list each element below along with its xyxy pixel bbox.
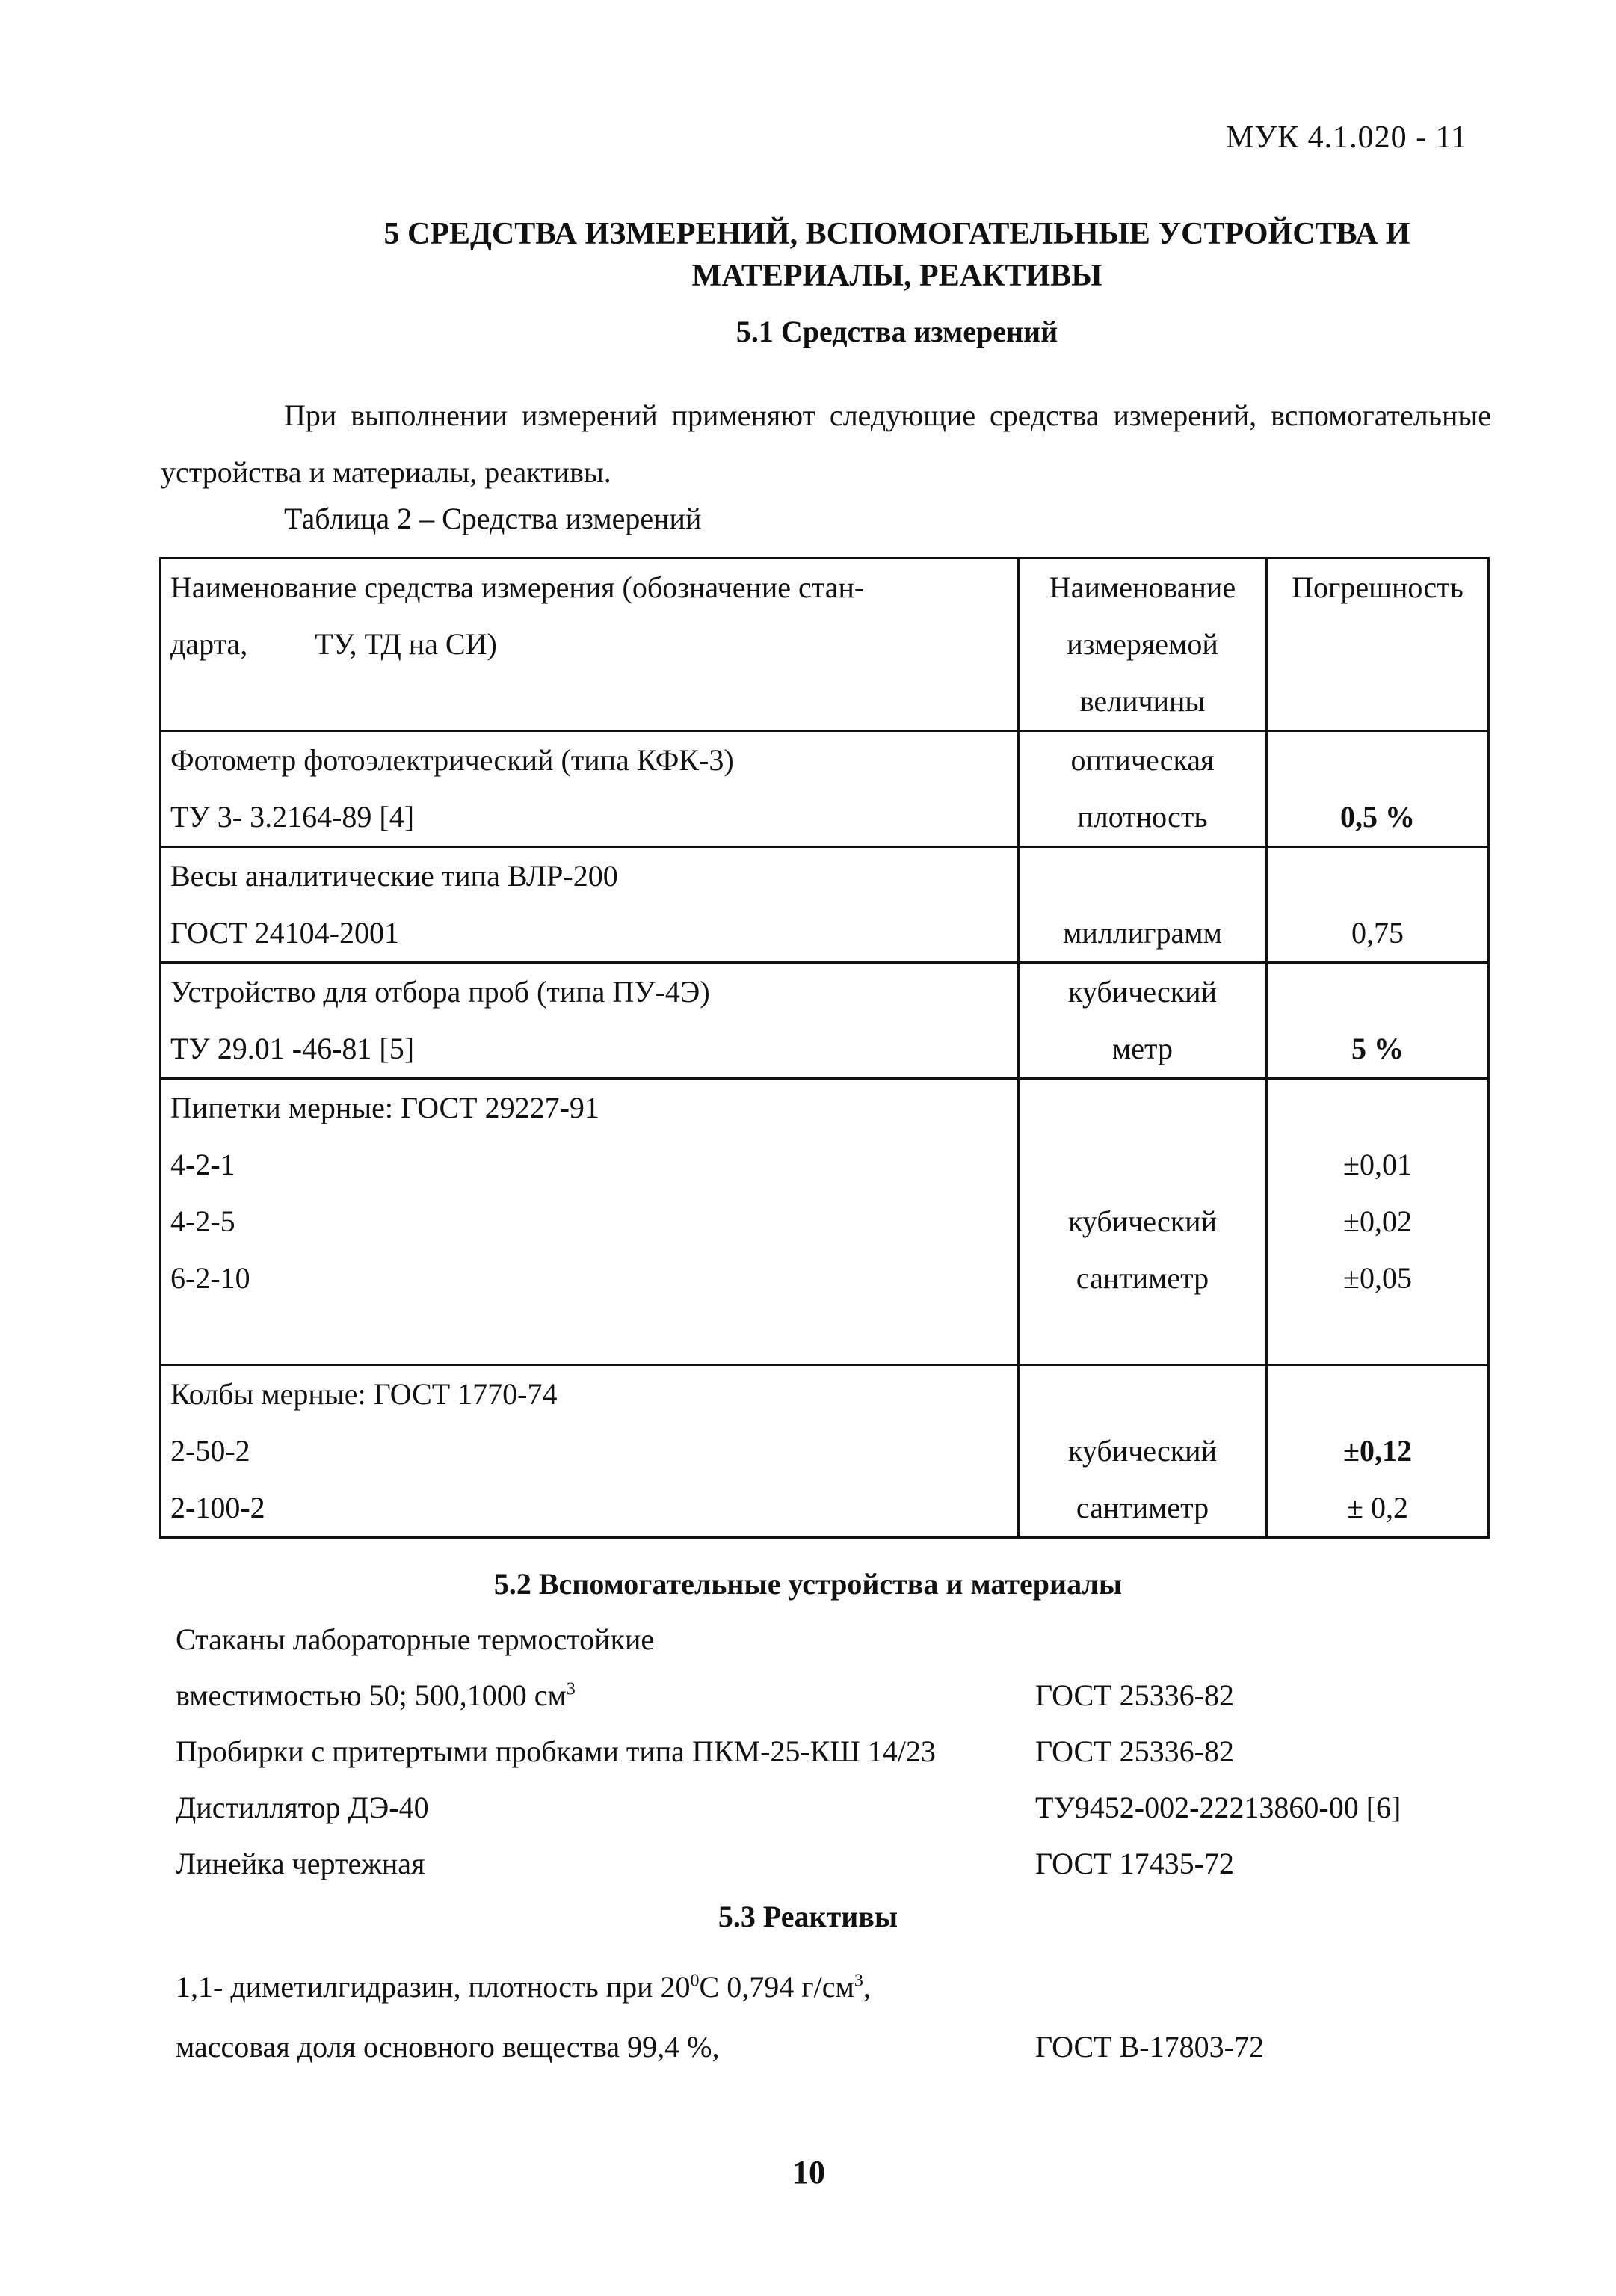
- cell-error: [1267, 1365, 1489, 1538]
- cell-text: [1277, 848, 1478, 905]
- cell-text: 4-2-1: [170, 1148, 235, 1181]
- cell-instrument: [161, 963, 1019, 1079]
- cell-error: [1267, 731, 1489, 847]
- section-title-line1: 5 СРЕДСТВА ИЗМЕРЕНИЙ, ВСПОМОГАТЕЛЬНЫЕ УСТРОЙСТВА И: [383, 217, 1410, 251]
- item-standard: ГОСТ 17435-72: [1035, 1847, 1234, 1880]
- item-standard: ГОСТ 25336-82: [1035, 1735, 1234, 1768]
- list-item: [176, 1723, 1491, 1780]
- cell-instrument: [161, 847, 1019, 963]
- cell-instrument: [161, 1365, 1019, 1538]
- reagent-line-1: [176, 1959, 1491, 2016]
- cell-spacer: [1028, 1307, 1256, 1364]
- cell-text: ±0,01: [1343, 1148, 1412, 1181]
- item-name: Линейка чертежная: [176, 1847, 425, 1880]
- cell-error: [1267, 847, 1489, 963]
- table-row: [161, 847, 1489, 963]
- header-text: Погрешность: [1292, 570, 1464, 604]
- cell-text: миллиграмм: [1063, 916, 1222, 950]
- item-name: Стаканы лабораторные термостойкие: [176, 1622, 655, 1656]
- table-caption: Таблица 2 – Средства измерений: [284, 502, 702, 535]
- cell-text: Устройство для отбора проб (типа ПУ-4Э): [170, 975, 710, 1009]
- reagent-line-2: [176, 2019, 1491, 2075]
- cell-text: плотность: [1077, 800, 1208, 834]
- reagent-text: массовая доля основного вещества 99,4 %,: [176, 2030, 720, 2063]
- degree-superscript: 0: [690, 1971, 700, 1991]
- reagent-text-part: С 0,794 г/см: [699, 1970, 854, 2004]
- cell-text: [1028, 1080, 1256, 1136]
- cell-text: 0,75: [1351, 916, 1404, 950]
- table-row: [161, 1365, 1489, 1538]
- cell-text: Весы аналитические типа ВЛР-200: [170, 859, 618, 893]
- header-error: [1267, 558, 1489, 731]
- cell-text: сантиметр: [1076, 1491, 1209, 1524]
- section-title-line2: МАТЕРИАЛЫ, РЕАКТИВЫ: [691, 259, 1102, 293]
- cell-spacer: [170, 1307, 1008, 1364]
- reagent-text-part: 1,1- диметилгидразин, плотность при 20: [176, 1970, 691, 2004]
- cell-text: [1277, 1080, 1478, 1136]
- cell-text: [1028, 1366, 1256, 1423]
- cell-quantity: [1019, 847, 1267, 963]
- cell-text: [1277, 1366, 1478, 1423]
- cell-text: ± 0,2: [1347, 1491, 1408, 1524]
- header-text: Наименование: [1049, 570, 1236, 604]
- cell-text: [1028, 1136, 1256, 1193]
- cell-error: [1267, 963, 1489, 1079]
- cell-text: ±0,05: [1343, 1261, 1412, 1295]
- measurement-table: [159, 557, 1490, 1539]
- cell-text: 5 %: [1351, 1032, 1404, 1065]
- cell-text: ТУ 29.01 -46-81 [5]: [170, 1032, 415, 1065]
- header-text: измеряемой: [1067, 627, 1218, 661]
- cell-text: ±0,02: [1343, 1204, 1412, 1238]
- cell-text: 2-50-2: [170, 1434, 250, 1468]
- cell-text: ГОСТ 24104-2001: [170, 916, 399, 950]
- cell-text: сантиметр: [1076, 1261, 1209, 1295]
- cell-text: Пипетки мерные: ГОСТ 29227-91: [170, 1091, 599, 1124]
- reagent-text: [176, 1959, 871, 2016]
- cell-text: ТУ 3- 3.2164-89 [4]: [170, 800, 415, 834]
- section-title: [224, 213, 1570, 297]
- cell-text: оптическая: [1070, 743, 1215, 777]
- cell-text: 2-100-2: [170, 1491, 265, 1524]
- header-text: дарта, ТУ, ТД на СИ): [170, 627, 497, 661]
- item-name: Пробирки с притертыми пробками типа ПКМ-25-КШ 14/23: [176, 1735, 936, 1768]
- cell-text: [1277, 732, 1478, 789]
- reagent-standard: ГОСТ В-17803-72: [1035, 2030, 1264, 2063]
- table-header-row: [161, 558, 1489, 731]
- table-row: [161, 963, 1489, 1079]
- subsection-5-1-title: 5.1 Средства измерений: [735, 315, 1058, 348]
- cell-text: кубический: [1068, 975, 1217, 1009]
- item-superscript: 3: [566, 1679, 576, 1699]
- header-text: Наименование средства измерения (обозначение стан-: [170, 570, 865, 604]
- cell-quantity: [1019, 963, 1267, 1079]
- cell-text: [1028, 848, 1256, 905]
- header-quantity: [1019, 558, 1267, 731]
- cell-text: [1277, 964, 1478, 1021]
- table-row: [161, 1079, 1489, 1365]
- list-item: [176, 1667, 1491, 1724]
- subsection-5-2-title: 5.2 Вспомогательные устройства и материалы: [493, 1567, 1123, 1601]
- item-name: вместимостью 50; 500,1000 см: [176, 1678, 567, 1712]
- cell-spacer: [1277, 1307, 1478, 1364]
- cell-quantity: [1019, 731, 1267, 847]
- item-name: Дистиллятор ДЭ-40: [176, 1791, 429, 1824]
- reagent-text-part: ,: [863, 1970, 871, 2004]
- list-item: [176, 1779, 1491, 1836]
- header-text: величины: [1079, 684, 1206, 718]
- cell-text: 4-2-5: [170, 1204, 235, 1238]
- table-row: [161, 731, 1489, 847]
- item-standard: ТУ9452-002-22213860-00 [6]: [1035, 1791, 1401, 1824]
- page-number: 10: [792, 2154, 825, 2191]
- document-code: МУК 4.1.020 - 11: [1226, 120, 1468, 155]
- cell-text: ±0,12: [1343, 1434, 1412, 1468]
- cell-text: Колбы мерные: ГОСТ 1770-74: [170, 1377, 558, 1411]
- cell-text: 6-2-10: [170, 1261, 250, 1295]
- cell-instrument: [161, 1079, 1019, 1365]
- cell-text: кубический: [1068, 1204, 1217, 1238]
- cell-error: [1267, 1079, 1489, 1365]
- cell-quantity: [1019, 1365, 1267, 1538]
- cell-text: Фотометр фотоэлектрический (типа КФК-3): [170, 743, 734, 777]
- cube-superscript: 3: [854, 1971, 863, 1991]
- cell-instrument: [161, 731, 1019, 847]
- cell-text: метр: [1111, 1032, 1174, 1065]
- list-item: [176, 1835, 1491, 1892]
- cell-quantity: [1019, 1079, 1267, 1365]
- item-name-wrap: [176, 1667, 576, 1724]
- intro-paragraph: При выполнении измерений применяют следующие средства измерений, вспомогательные устройства и материалы, реактивы.: [161, 398, 1491, 489]
- cell-text: кубический: [1068, 1434, 1217, 1468]
- subsection-5-3-title: 5.3 Реактивы: [718, 1900, 898, 1933]
- list-item: [176, 1611, 1491, 1668]
- item-standard: ГОСТ 25336-82: [1035, 1678, 1234, 1712]
- cell-text: 0,5 %: [1340, 800, 1415, 834]
- header-instrument: [161, 558, 1019, 731]
